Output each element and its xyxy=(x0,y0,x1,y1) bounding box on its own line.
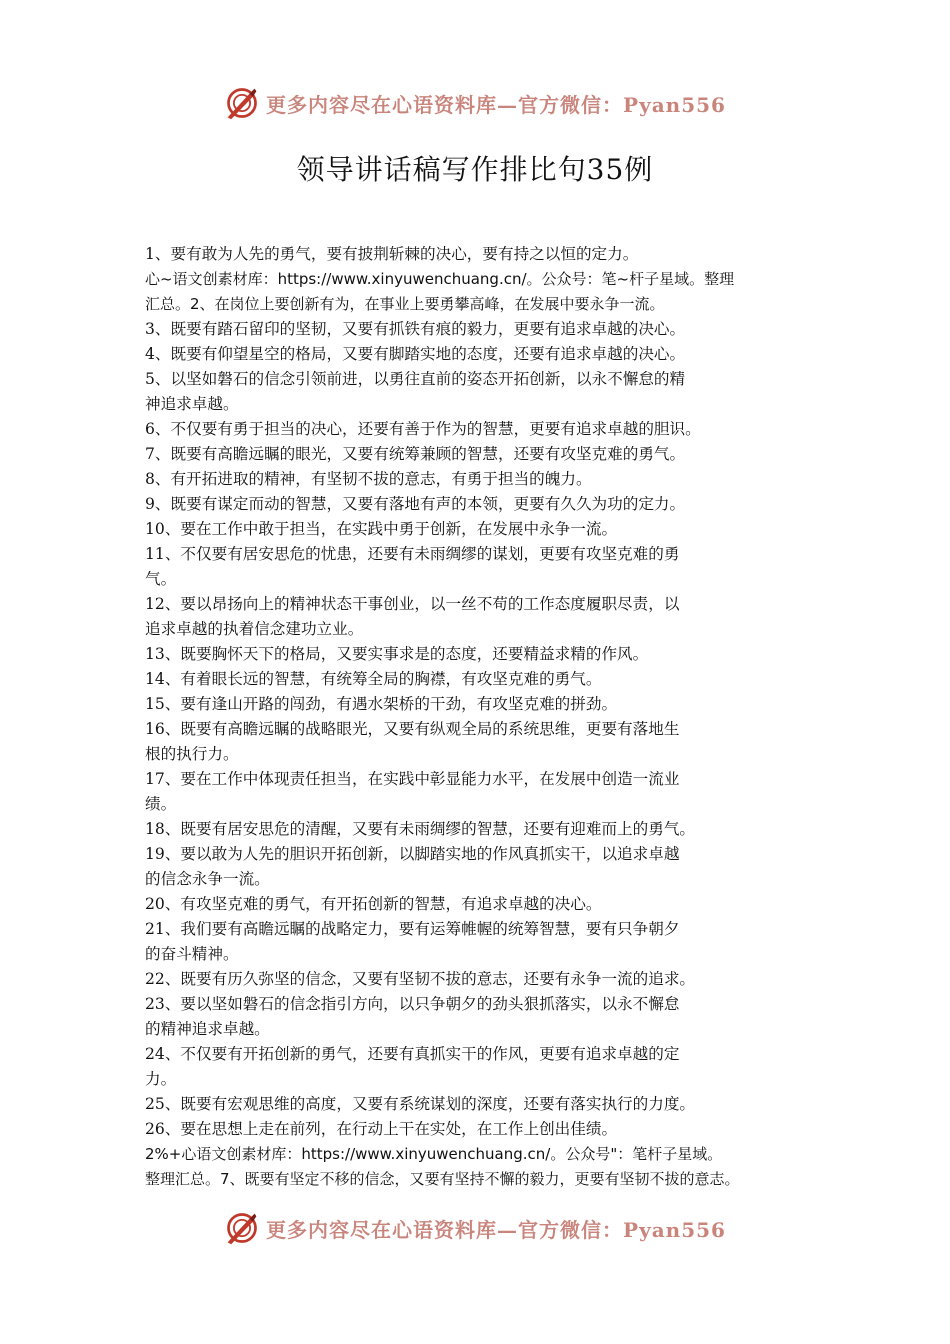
text-line: 15、要有逢山开路的闯劲，有遇水架桥的干劲，有攻坚克难的拼劲。 xyxy=(145,695,618,713)
text-line: 5、以坚如磐石的信念引领前进，以勇往直前的姿态开拓创新，以永不懈怠的精 xyxy=(145,370,686,388)
text-line: 的奋斗精神。 xyxy=(145,945,239,963)
header-banner-text: 更多内容尽在心语资料库—官方微信：Pyan556 xyxy=(266,92,726,117)
page-title: 领导讲话稿写作排比句35例 xyxy=(296,153,654,186)
text-line: 根的执行力。 xyxy=(145,745,239,763)
text-line: 7、既要有高瞻远瞩的眼光，又要有统筹兼顾的智慧，还要有攻坚克难的勇气。 xyxy=(145,445,686,463)
text-line: 力。 xyxy=(145,1070,177,1088)
text-line: 16、既要有高瞻远瞩的战略眼光，又要有纵观全局的系统思维，更要有落地生 xyxy=(145,720,680,738)
text-line: 2%+心语文创素材库：https://www.xinyuwenchuang.cn/。公众号"：笔杆子星域。 xyxy=(145,1145,723,1163)
document-body xyxy=(145,242,825,1192)
text-line: 心~语文创素材库：https://www.xinyuwenchuang.cn/。公众号：笔~杆子星域。整理 xyxy=(145,270,735,288)
text-line: 26、要在思想上走在前列，在行动上干在实处，在工作上创出佳绩。 xyxy=(145,1120,618,1138)
text-line: 气。 xyxy=(145,570,177,588)
pen-circle-logo-icon xyxy=(224,85,260,121)
text-line: 6、不仅要有勇于担当的决心，还要有善于作为的智慧，更要有追求卓越的胆识。 xyxy=(145,420,701,438)
text-line: 21、我们要有高瞻远瞩的战略定力，要有运筹帷幄的统筹智慧，要有只争朝夕 xyxy=(145,920,680,938)
text-line: 12、要以昂扬向上的精神状态干事创业，以一丝不苟的工作态度履职尽责，以 xyxy=(145,595,680,613)
text-line: 3、既要有踏石留印的坚韧，又要有抓铁有痕的毅力，更要有追求卓越的决心。 xyxy=(145,320,686,338)
text-line: 追求卓越的执着信念建功立业。 xyxy=(145,620,364,638)
text-line: 20、有攻坚克难的勇气，有开拓创新的智慧，有追求卓越的决心。 xyxy=(145,895,602,913)
text-line: 24、不仅要有开拓创新的勇气，还要有真抓实干的作风，更要有追求卓越的定 xyxy=(145,1045,680,1063)
text-line: 整理汇总。7、既要有坚定不移的信念，又要有坚持不懈的毅力，更要有坚韧不拔的意志。 xyxy=(145,1170,740,1188)
text-line: 10、要在工作中敢于担当，在实践中勇于创新，在发展中永争一流。 xyxy=(145,520,618,538)
text-line: 11、不仅要有居安思危的忧患，还要有未雨绸缪的谋划，更要有攻坚克难的勇 xyxy=(145,545,680,563)
text-line: 14、有着眼长远的智慧，有统筹全局的胸襟，有攻坚克难的勇气。 xyxy=(145,670,602,688)
text-line: 25、既要有宏观思维的高度，又要有系统谋划的深度，还要有落实执行的力度。 xyxy=(145,1095,696,1113)
text-line: 9、既要有谋定而动的智慧，又要有落地有声的本领，更要有久久为功的定力。 xyxy=(145,495,686,513)
text-line: 23、要以坚如磐石的信念指引方向，以只争朝夕的劲头狠抓落实，以永不懈怠 xyxy=(145,995,680,1013)
text-line: 的精神追求卓越。 xyxy=(145,1020,270,1038)
text-line: 的信念永争一流。 xyxy=(145,870,270,888)
footer-banner-text: 更多内容尽在心语资料库—官方微信：Pyan556 xyxy=(266,1217,726,1242)
text-line: 17、要在工作中体现责任担当，在实践中彰显能力水平，在发展中创造一流业 xyxy=(145,770,680,788)
text-line: 22、既要有历久弥坚的信念，又要有坚韧不拔的意志，还要有永争一流的追求。 xyxy=(145,970,696,988)
text-line: 神追求卓越。 xyxy=(145,395,239,413)
footer-banner[interactable] xyxy=(0,1208,950,1248)
text-line: 8、有开拓进取的精神，有坚韧不拔的意志，有勇于担当的魄力。 xyxy=(145,470,592,488)
text-line: 绩。 xyxy=(145,795,177,813)
text-line: 汇总。2、在岗位上要创新有为，在事业上要勇攀高峰，在发展中要永争一流。 xyxy=(145,295,665,313)
header-banner[interactable] xyxy=(0,83,950,123)
text-line: 13、既要胸怀天下的格局，又要实事求是的态度，还要精益求精的作风。 xyxy=(145,645,649,663)
text-line: 1、要有敢为人先的勇气，要有披荆斩棘的决心，要有持之以恒的定力。 xyxy=(145,245,639,263)
pen-circle-logo-icon xyxy=(224,1210,260,1246)
text-line: 4、既要有仰望星空的格局，又要有脚踏实地的态度，还要有追求卓越的决心。 xyxy=(145,345,686,363)
text-line: 19、要以敢为人先的胆识开拓创新，以脚踏实地的作风真抓实干，以追求卓越 xyxy=(145,845,680,863)
text-line: 18、既要有居安思危的清醒，又要有未雨绸缪的智慧，还要有迎难而上的勇气。 xyxy=(145,820,696,838)
